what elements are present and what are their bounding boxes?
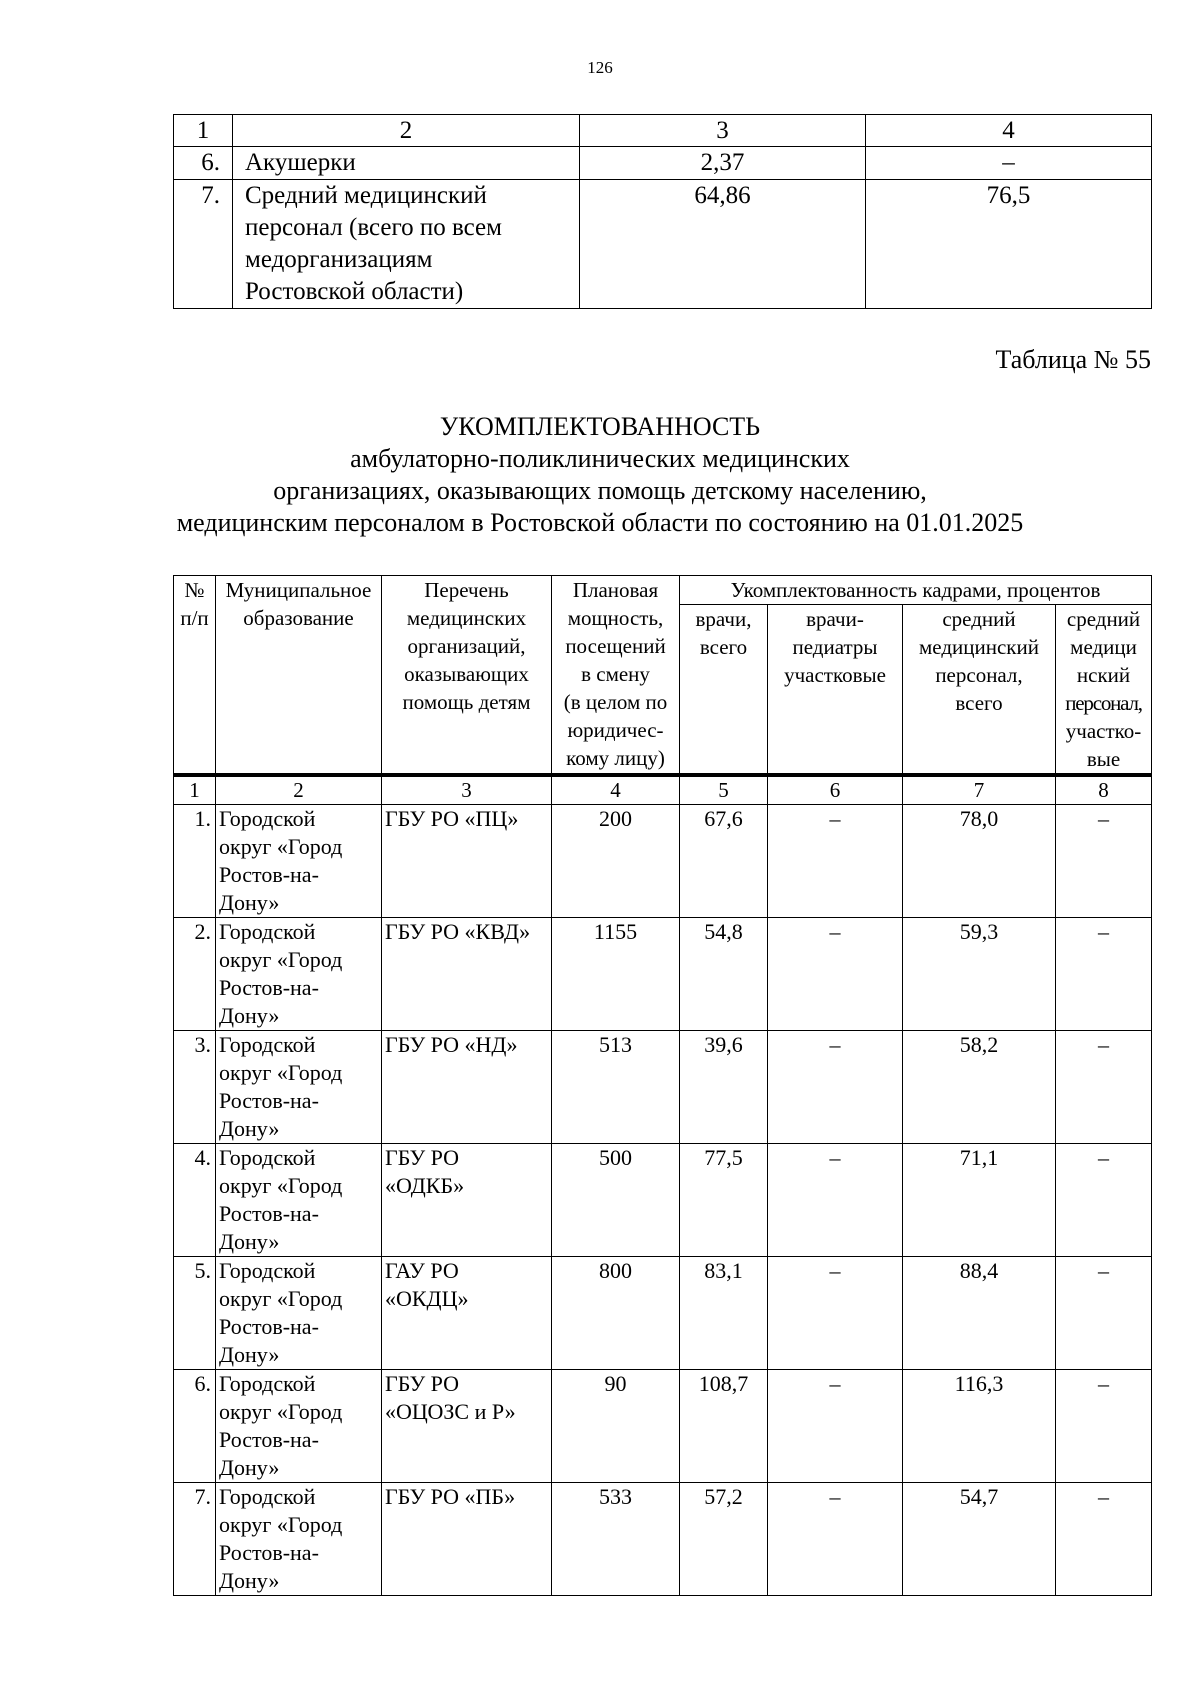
header-capacity: Плановая мощность, посещений в смену (в целом по юридичес- кому лицу): [552, 576, 680, 776]
nurses-district-cell: –: [1056, 1370, 1152, 1483]
nurses-district-cell: –: [1056, 918, 1152, 1031]
organization-cell: [382, 918, 552, 1031]
pediatricians-cell: –: [768, 918, 903, 1031]
municipality-line: округ «Город: [219, 1286, 343, 1311]
continuation-table: [173, 114, 1152, 309]
row-value-4: 76,5: [866, 180, 1152, 309]
organization-cell: [382, 805, 552, 918]
row-name-line: медорганизациям: [245, 246, 433, 273]
municipality-line: Ростов-на-: [219, 1088, 319, 1113]
row-name: [233, 180, 580, 309]
header-pediatricians: врачи- педиатры участковые: [768, 605, 903, 776]
table-row: [174, 147, 1152, 180]
column-number: 8: [1056, 775, 1152, 805]
doctors-total-cell: 77,5: [680, 1144, 768, 1257]
column-numbers-row: [174, 775, 1152, 805]
table-row: [174, 1370, 1152, 1483]
header-doctors-total: врачи, всего: [680, 605, 768, 776]
organization-line: ГБУ РО «НД»: [385, 1032, 518, 1057]
row-value-3: 64,86: [580, 180, 866, 309]
municipality-line: Дону»: [219, 890, 280, 915]
capacity-cell: 1155: [552, 918, 680, 1031]
doctors-total-cell: 108,7: [680, 1370, 768, 1483]
page-number: 126: [587, 58, 613, 77]
row-number: 3.: [174, 1031, 216, 1144]
municipality-line: Городской: [219, 1145, 316, 1170]
municipality-cell: [216, 918, 382, 1031]
municipality-line: Городской: [219, 919, 316, 944]
header-nurses-district: средний медици нский персонал, участко- вые: [1056, 605, 1152, 776]
doctors-total-cell: 57,2: [680, 1483, 768, 1596]
organization-line: ГБУ РО: [385, 1145, 460, 1170]
header-nurses-total: средний медицинский персонал, всего: [903, 605, 1056, 776]
nurses-district-cell: –: [1056, 1031, 1152, 1144]
pediatricians-cell: –: [768, 1483, 903, 1596]
table-row: [174, 805, 1152, 918]
municipality-cell: [216, 1144, 382, 1257]
column-number: 6: [768, 775, 903, 805]
nurses-total-cell: 116,3: [903, 1370, 1056, 1483]
municipality-line: Ростов-на-: [219, 1427, 319, 1452]
title-line: организациях, оказывающих помощь детскому населению,: [273, 476, 927, 505]
continuation-header-row: [174, 115, 1152, 147]
column-number: 7: [903, 775, 1056, 805]
title-line: медицинским персоналом в Ростовской области по состоянию на 01.01.2025: [176, 508, 1024, 537]
municipality-line: Ростов-на-: [219, 862, 319, 887]
municipality-line: Дону»: [219, 1116, 280, 1141]
municipality-line: Ростов-на-: [219, 1540, 319, 1565]
header-cell: 1: [174, 115, 233, 147]
row-number: 2.: [174, 918, 216, 1031]
nurses-total-cell: 58,2: [903, 1031, 1056, 1144]
row-number: 1.: [174, 805, 216, 918]
row-name-line: Ростовской области): [245, 278, 464, 305]
municipality-cell: [216, 1257, 382, 1370]
nurses-district-cell: –: [1056, 1483, 1152, 1596]
municipality-line: округ «Город: [219, 1512, 343, 1537]
header-cell: 2: [233, 115, 580, 147]
organization-cell: [382, 1370, 552, 1483]
row-value-4: –: [866, 147, 1152, 180]
organization-line: ГАУ РО: [385, 1258, 459, 1283]
row-name-line: Средний медицинский: [245, 182, 487, 209]
header-municipality: Муниципальное образование: [216, 576, 382, 776]
doctors-total-cell: 54,8: [680, 918, 768, 1031]
organization-cell: [382, 1257, 552, 1370]
table-row: [174, 180, 1152, 309]
nurses-district-cell: –: [1056, 805, 1152, 918]
nurses-total-cell: 71,1: [903, 1144, 1056, 1257]
column-number: 4: [552, 775, 680, 805]
organization-line: ГБУ РО «ПЦ»: [385, 806, 519, 831]
pediatricians-cell: –: [768, 805, 903, 918]
municipality-line: Ростов-на-: [219, 975, 319, 1000]
municipality-line: округ «Город: [219, 1060, 343, 1085]
organization-line: ГБУ РО: [385, 1371, 460, 1396]
municipality-line: округ «Город: [219, 834, 343, 859]
header-num: № п/п: [174, 576, 216, 776]
row-number: 4.: [174, 1144, 216, 1257]
municipality-cell: [216, 1483, 382, 1596]
capacity-cell: 200: [552, 805, 680, 918]
table-row: [174, 1031, 1152, 1144]
nurses-district-cell: –: [1056, 1257, 1152, 1370]
table-title: [0, 411, 1200, 539]
municipality-line: Дону»: [219, 1568, 280, 1593]
row-number: 6.: [174, 147, 233, 180]
municipality-cell: [216, 1031, 382, 1144]
organization-line: ГБУ РО «КВД»: [385, 919, 531, 944]
municipality-line: Городской: [219, 1032, 316, 1057]
capacity-cell: 513: [552, 1031, 680, 1144]
header-staffing-group: Укомплектованность кадрами, процентов: [680, 576, 1152, 605]
municipality-line: Городской: [219, 1371, 316, 1396]
organization-line: ГБУ РО «ПБ»: [385, 1484, 516, 1509]
organization-line: «ОКДЦ»: [385, 1286, 469, 1311]
table-row: [174, 1144, 1152, 1257]
nurses-total-cell: 88,4: [903, 1257, 1056, 1370]
municipality-line: округ «Город: [219, 1173, 343, 1198]
nurses-total-cell: 59,3: [903, 918, 1056, 1031]
title-line: УКОМПЛЕКТОВАННОСТЬ: [439, 412, 761, 441]
column-number: 1: [174, 775, 216, 805]
municipality-line: Ростов-на-: [219, 1201, 319, 1226]
row-name-line: персонал (всего по всем: [245, 214, 502, 241]
organization-line: «ОДКБ»: [385, 1173, 465, 1198]
pediatricians-cell: –: [768, 1031, 903, 1144]
row-number: 7.: [174, 180, 233, 309]
municipality-line: Городской: [219, 1258, 316, 1283]
column-number: 5: [680, 775, 768, 805]
capacity-cell: 533: [552, 1483, 680, 1596]
header-cell: 3: [580, 115, 866, 147]
column-number: 3: [382, 775, 552, 805]
organization-cell: [382, 1483, 552, 1596]
row-value-3: 2,37: [580, 147, 866, 180]
header-row: [174, 576, 1152, 605]
title-line: амбулаторно-поликлинических медицинских: [350, 444, 850, 473]
municipality-cell: [216, 805, 382, 918]
pediatricians-cell: –: [768, 1144, 903, 1257]
municipality-cell: [216, 1370, 382, 1483]
organization-line: «ОЦОЗС и Р»: [385, 1399, 516, 1424]
pediatricians-cell: –: [768, 1370, 903, 1483]
municipality-line: Ростов-на-: [219, 1314, 319, 1339]
pediatricians-cell: –: [768, 1257, 903, 1370]
municipality-line: Дону»: [219, 1455, 280, 1480]
municipality-line: округ «Город: [219, 947, 343, 972]
capacity-cell: 500: [552, 1144, 680, 1257]
table-row: [174, 1483, 1152, 1596]
municipality-line: Дону»: [219, 1342, 280, 1367]
header-cell: 4: [866, 115, 1152, 147]
table-number: Таблица № 55: [995, 345, 1151, 374]
row-number: 5.: [174, 1257, 216, 1370]
row-name: Акушерки: [233, 147, 580, 180]
table-row: [174, 918, 1152, 1031]
organization-cell: [382, 1031, 552, 1144]
nurses-total-cell: 78,0: [903, 805, 1056, 918]
organization-cell: [382, 1144, 552, 1257]
nurses-district-cell: –: [1056, 1144, 1152, 1257]
municipality-line: округ «Город: [219, 1399, 343, 1424]
municipality-line: Городской: [219, 1484, 316, 1509]
nurses-total-cell: 54,7: [903, 1483, 1056, 1596]
header-organizations: Перечень медицинских организаций, оказывающих помощь детям: [382, 576, 552, 776]
table-row: [174, 1257, 1152, 1370]
capacity-cell: 90: [552, 1370, 680, 1483]
doctors-total-cell: 83,1: [680, 1257, 768, 1370]
row-number: 6.: [174, 1370, 216, 1483]
doctors-total-cell: 39,6: [680, 1031, 768, 1144]
row-number: 7.: [174, 1483, 216, 1596]
column-number: 2: [216, 775, 382, 805]
staffing-table: [173, 575, 1152, 1596]
municipality-line: Дону»: [219, 1229, 280, 1254]
capacity-cell: 800: [552, 1257, 680, 1370]
doctors-total-cell: 67,6: [680, 805, 768, 918]
municipality-line: Городской: [219, 806, 316, 831]
municipality-line: Дону»: [219, 1003, 280, 1028]
